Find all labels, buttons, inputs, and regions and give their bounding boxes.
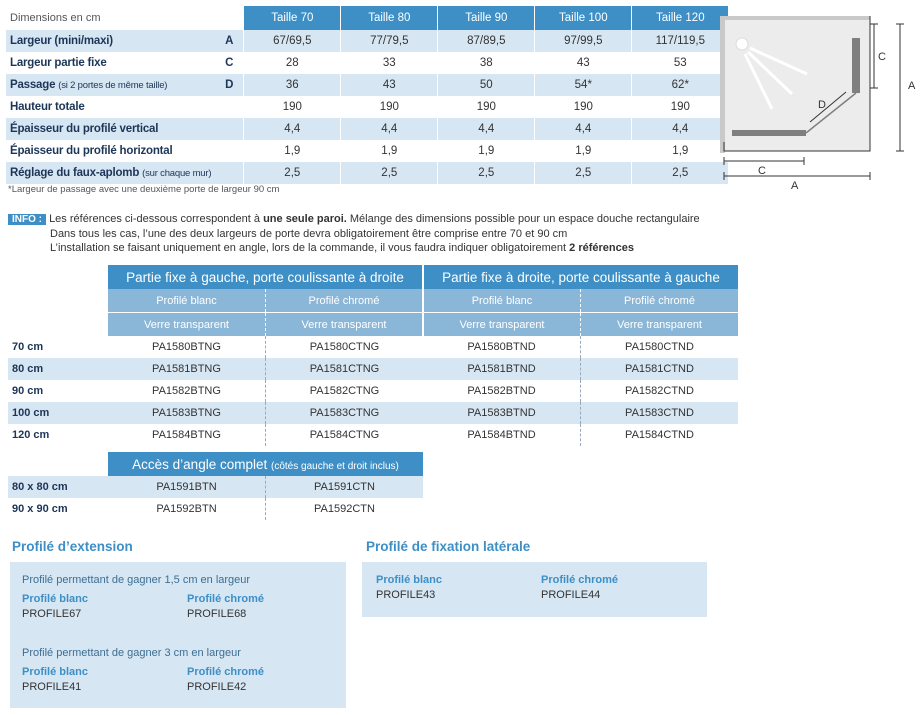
wall-left — [720, 16, 725, 153]
info-line1-bold: une seule paroi. — [263, 213, 347, 225]
reference-code: PA1581BTND — [423, 358, 581, 380]
extension-box — [10, 562, 346, 708]
reference-code: PA1582CTNG — [309, 385, 380, 397]
dimension-value: 54* — [535, 74, 632, 96]
fixed-panel-right — [852, 38, 860, 93]
row-letter — [215, 162, 244, 184]
dimensions-corner-label: Dimensions en cm — [10, 12, 101, 24]
profile-chrome-label: Profilé chromé — [187, 593, 265, 605]
dimension-value: 2,5 — [341, 162, 438, 184]
angle-reference-row — [8, 476, 738, 498]
profile-white-label: Profilé blanc — [22, 666, 89, 678]
reference-code: PA1580CTND — [625, 341, 694, 353]
angle-reference-row — [8, 498, 738, 520]
reference-code: PA1583CTNG — [266, 402, 424, 424]
reference-code: PA1584CTND — [625, 429, 694, 441]
profile-chrome-code: PROFILE42 — [187, 681, 247, 693]
size-label: 90 cm — [12, 385, 44, 397]
dimension-value: 28 — [244, 52, 341, 74]
reference-code: PA1583CTND — [581, 402, 739, 424]
profile-chrome-label: Profilé chromé — [541, 574, 619, 586]
info-line3-text: L’installation se faisant uniquement en angle, lors de la commande, il vous faudra indiquer obligatoirement — [50, 242, 570, 254]
size-label: 100 cm — [8, 402, 108, 424]
row-label: Hauteur totale — [10, 101, 85, 113]
size-header: Taille 120 — [632, 6, 729, 30]
profile-white-header: Profilé blanc — [423, 289, 581, 313]
dimension-value: 67/69,5 — [244, 30, 341, 52]
reference-code: PA1580CTNG — [309, 341, 380, 353]
reference-code: PA1591BTN — [108, 476, 266, 498]
dimension-value: 2,5 — [632, 162, 729, 184]
dimension-value: 87/89,5 — [438, 30, 535, 52]
profile-chrome-header: Profilé chromé — [266, 289, 424, 313]
row-label: Largeur partie fixe — [10, 57, 107, 69]
fixed-panel-bottom — [732, 130, 806, 136]
row-label: Largeur (mini/maxi) — [6, 30, 215, 52]
dim-label-a: A — [791, 180, 799, 192]
dimension-value: 50 — [438, 74, 535, 96]
profile-white-label: Profilé blanc — [376, 574, 443, 586]
dimension-value: 4,4 — [438, 118, 535, 140]
reference-row — [8, 424, 738, 446]
reference-code: PA1584CTNG — [309, 429, 380, 441]
size-label: 70 cm — [12, 341, 44, 353]
size-header: Taille 90 — [438, 6, 535, 30]
dimension-value: 43 — [341, 74, 438, 96]
size-header: Taille 100 — [535, 6, 632, 30]
dimension-value: 62* — [632, 74, 729, 96]
reference-code: PA1591CTN — [266, 476, 424, 498]
reference-code: PA1583BTND — [423, 402, 581, 424]
dimension-value: 4,4 — [632, 118, 729, 140]
size-label: 120 cm — [12, 429, 50, 441]
dim-label-c: C — [758, 165, 766, 177]
reference-code: PA1582CTND — [625, 385, 694, 397]
info-line1-rest: Mélange des dimensions possible pour un espace douche rectangulaire — [346, 213, 700, 225]
dimension-value: 43 — [535, 52, 632, 74]
reference-code: PA1581CTNG — [266, 358, 424, 380]
reference-row — [8, 402, 738, 424]
reference-code: PA1584BTND — [423, 424, 581, 446]
angle-access-title: Accès d’angle complet — [132, 456, 268, 472]
reference-code: PA1581BTNG — [108, 358, 266, 380]
reference-code: PA1580BTND — [423, 336, 581, 358]
dimension-value: 190 — [438, 96, 535, 118]
dimension-value: 190 — [244, 96, 341, 118]
dimensions-row — [6, 118, 728, 140]
profile-chrome-code: PROFILE68 — [187, 608, 247, 620]
shower-head-icon — [736, 38, 748, 50]
dimension-value: 1,9 — [341, 140, 438, 162]
profile-chrome-header: Profilé chromé — [581, 289, 739, 313]
shower-corner-diagram — [712, 14, 922, 194]
dimension-value: 2,5 — [244, 162, 341, 184]
row-label: Épaisseur du profilé horizontal — [10, 145, 173, 157]
dimension-value: 190 — [632, 96, 729, 118]
info-block — [8, 212, 908, 255]
info-line1-text: Les références ci-dessous correspondent à — [49, 213, 264, 225]
extension-title: Profilé d’extension — [12, 539, 133, 554]
dimension-value: 38 — [438, 52, 535, 74]
lateral-box — [362, 562, 707, 617]
profile-chrome-code: PROFILE44 — [541, 589, 601, 601]
lateral-title: Profilé de fixation latérale — [366, 539, 531, 554]
reference-code: PA1582BTNG — [108, 380, 266, 402]
dimensions-row — [6, 52, 728, 74]
size-header: Taille 80 — [341, 6, 438, 30]
references-table — [8, 265, 738, 520]
glass-header: Verre transparent — [266, 313, 424, 337]
info-line3-bold: 2 références — [569, 242, 634, 254]
row-letter: C — [225, 57, 234, 69]
dim-label-a: A — [908, 80, 916, 92]
profile-white-label: Profilé blanc — [22, 593, 89, 605]
row-letter — [215, 140, 244, 162]
dimensions-table — [6, 6, 728, 184]
reference-code: PA1584BTNG — [108, 424, 266, 446]
dimension-value: 190 — [535, 96, 632, 118]
profile-white-code: PROFILE43 — [376, 589, 436, 601]
reference-code: PA1581CTND — [581, 358, 739, 380]
dimension-value: 190 — [341, 96, 438, 118]
row-letter: D — [215, 74, 244, 96]
reference-code: PA1580BTNG — [108, 336, 266, 358]
dimensions-row — [6, 30, 728, 52]
dimensions-header-row — [6, 6, 728, 30]
reference-row — [8, 380, 738, 402]
dimension-value: 36 — [244, 74, 341, 96]
size-label: 80 x 80 cm — [8, 476, 108, 498]
row-letter: A — [215, 30, 244, 52]
reference-code: PA1592CTN — [314, 503, 375, 515]
dimension-value: 33 — [341, 52, 438, 74]
dimension-value: 2,5 — [535, 162, 632, 184]
dimensions-row — [6, 140, 728, 162]
info-tag: INFO : — [8, 214, 46, 225]
row-label: Épaisseur du profilé vertical — [6, 118, 215, 140]
dimension-value: 1,9 — [535, 140, 632, 162]
extension-desc: Profilé permettant de gagner 3 cm en largeur — [22, 647, 241, 659]
dimension-value: 4,4 — [535, 118, 632, 140]
size-label: 80 cm — [8, 358, 108, 380]
group-left-header: Partie fixe à gauche, porte coulissante à droite — [108, 265, 423, 289]
angle-access-note: (côtés gauche et droit inclus) — [271, 460, 399, 472]
dimension-value: 1,9 — [438, 140, 535, 162]
dimension-value: 4,4 — [341, 118, 438, 140]
dimension-value: 117/119,5 — [632, 30, 729, 52]
dimensions-row — [6, 96, 728, 118]
dimension-value: 77/79,5 — [341, 30, 438, 52]
profile-white-header: Profilé blanc — [108, 289, 266, 313]
dimension-value: 53 — [632, 52, 729, 74]
dimension-value: 97/99,5 — [535, 30, 632, 52]
profile-white-code: PROFILE41 — [22, 681, 82, 693]
row-label: Passage (si 2 portes de même taille) — [6, 74, 215, 96]
angle-access-header — [108, 452, 423, 476]
dimensions-row — [6, 74, 728, 96]
profile-white-code: PROFILE67 — [22, 608, 82, 620]
reference-code: PA1582BTND — [423, 380, 581, 402]
dimension-value: 1,9 — [632, 140, 729, 162]
dimension-value: 4,4 — [244, 118, 341, 140]
profile-chrome-label: Profilé chromé — [187, 666, 265, 678]
wall-top — [720, 16, 870, 20]
dimension-value: 2,5 — [438, 162, 535, 184]
extension-desc: Profilé permettant de gagner 1,5 cm en largeur — [22, 574, 251, 586]
glass-header: Verre transparent — [108, 313, 266, 337]
size-header: Taille 70 — [244, 6, 341, 30]
reference-code: PA1592BTN — [108, 498, 266, 520]
row-letter — [215, 118, 244, 140]
reference-code: PA1583BTNG — [108, 402, 266, 424]
dim-label-d: D — [818, 99, 826, 111]
info-line2: Dans tous les cas, l’une des deux largeurs de porte devra obligatoirement être comprise entre 70 et 90 cm — [50, 228, 568, 240]
row-letter — [215, 96, 244, 118]
glass-header: Verre transparent — [423, 313, 581, 337]
reference-row — [8, 358, 738, 380]
dimensions-row — [6, 162, 728, 184]
row-label: Réglage du faux-aplomb (sur chaque mur) — [6, 162, 215, 184]
group-right-header: Partie fixe à droite, porte coulissante à gauche — [423, 265, 738, 289]
dimensions-footnote: *Largeur de passage avec une deuxième porte de largeur 90 cm — [8, 184, 280, 195]
size-label: 90 x 90 cm — [12, 503, 68, 515]
reference-row — [8, 336, 738, 358]
glass-header: Verre transparent — [581, 313, 739, 337]
dimension-value: 1,9 — [244, 140, 341, 162]
dim-label-c: C — [878, 51, 886, 63]
